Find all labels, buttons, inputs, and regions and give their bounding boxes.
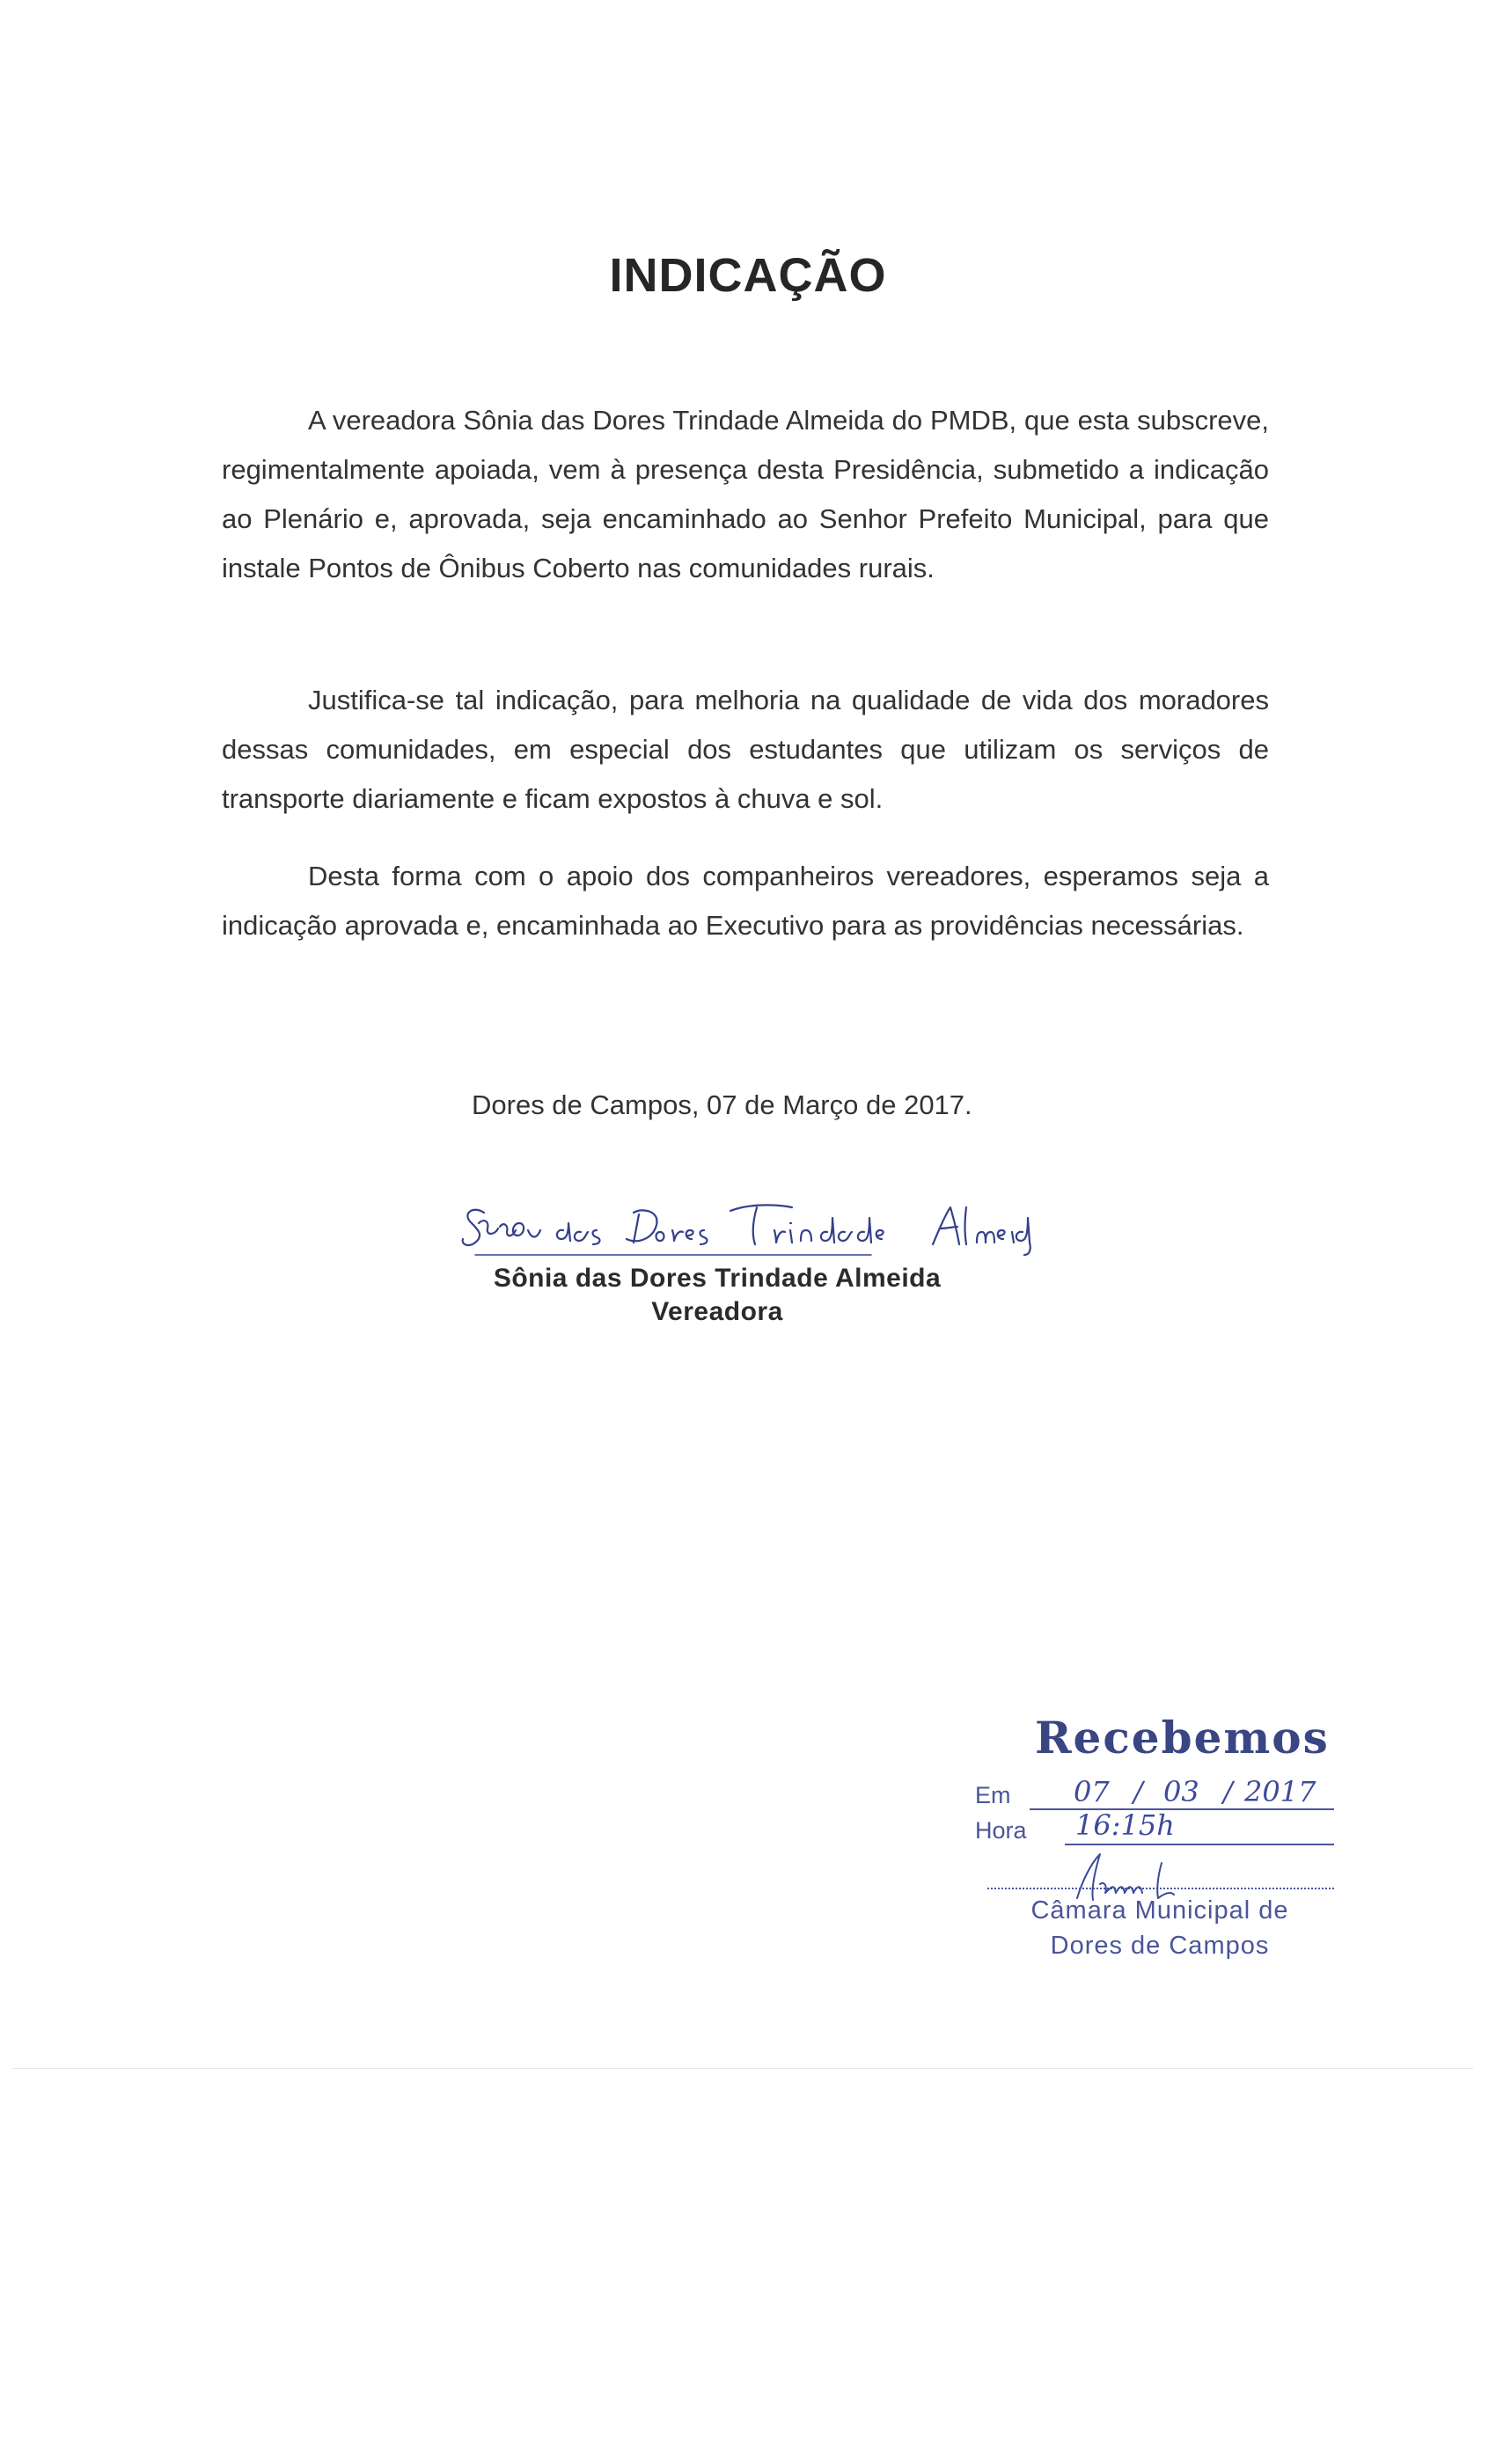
page-bottom-divider: [12, 2068, 1473, 2069]
paragraph-closing: Desta forma com o apoio dos companheiros vereadores, esperamos seja a indicação aprovada e, encaminhada ao Executivo para as providências necessárias.: [222, 861, 1269, 941]
stamp-date-year: 2017: [1244, 1775, 1316, 1808]
signer-role: Vereadora: [651, 1297, 783, 1326]
date-line: Dores de Campos, 07 de Março de 2017.: [472, 1089, 972, 1120]
stamp-title: Recebemos: [1035, 1712, 1330, 1764]
stamp-date-separator-2: /: [1223, 1775, 1233, 1808]
received-stamp: [968, 1712, 1355, 1976]
signer-name: Sônia das Dores Trindade Almeida: [493, 1264, 942, 1293]
stamp-date-separator-1: /: [1133, 1775, 1143, 1808]
stamp-hora-label: Hora: [975, 1817, 1027, 1844]
paragraph-request: A vereadora Sônia das Dores Trindade Almeida do PMDB, que esta subscreve, regimentalmente apoiada, vem à presença desta Presidência, submetido a indicação ao Plenário e, aprovada, seja encaminhado ao Senhor Prefeito Municipal, para que instale Pontos de Ônibus Coberto nas comunidades rurais.: [222, 405, 1269, 583]
stamp-date-day: 07: [1074, 1775, 1110, 1808]
stamp-date-month: 03: [1163, 1775, 1199, 1808]
stamp-organization-line-1: Câmara Municipal de: [1030, 1896, 1289, 1925]
stamp-organization-line-2: Dores de Campos: [1050, 1932, 1270, 1960]
stamp-em-label: Em: [975, 1782, 1011, 1808]
document-title: INDICAÇÃO: [609, 249, 887, 302]
paragraph-justification: Justifica-se tal indicação, para melhoria na qualidade de vida dos moradores dessas comunidades, em especial dos estudantes que utilizam os serviços de transporte diariamente e ficam expostos à chuva e sol.: [222, 685, 1269, 814]
stamp-hora-value: 16:15h: [1075, 1808, 1175, 1842]
signature-block: [458, 1197, 1038, 1346]
